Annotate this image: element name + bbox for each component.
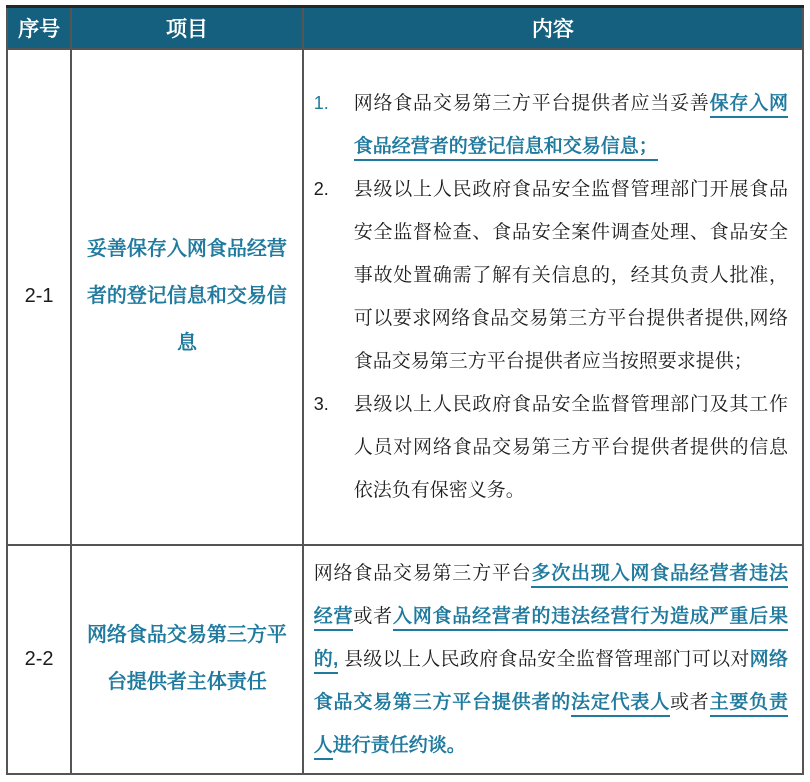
- list-item: [314, 383, 788, 512]
- header-content: 内容: [303, 7, 803, 49]
- table-row-2-2: [7, 545, 803, 774]
- list-item: [314, 168, 788, 383]
- text-run: 或者: [670, 691, 710, 713]
- text-run: 或者: [353, 605, 393, 627]
- list-item-number: 3.: [313, 393, 329, 414]
- text-run: 县级以上人民政府食品安全监督管理部门开展食品安全监督检查、食品安全案件调查处理、食品安全事故处置确需了解有关信息的，经其负责人批准，可以要求网络食品交易第三方平台提供者提供,网络食品交易第三方平台提供者应当按照要求提供；: [353, 178, 788, 372]
- item-title-2-2: 网络食品交易第三方平台提供者主体责任: [71, 545, 303, 774]
- text-run: 网络食品交易第三方平台提供者应当妥善: [353, 92, 710, 114]
- numbered-list: [314, 82, 788, 512]
- highlighted-underlined-text: 法定代表人: [571, 692, 670, 717]
- item-title-2-1: 妥善保存入网食品经营者的登记信息和交易信息: [71, 49, 303, 545]
- regulation-table: [6, 5, 804, 775]
- highlighted-underlined-text: 主要负责人: [314, 692, 788, 760]
- list-item-text: [354, 383, 788, 512]
- list-item-number: 2.: [313, 178, 329, 199]
- text-run: 网络食品交易第三方平台: [313, 562, 532, 584]
- content-cell-2-1: [303, 49, 803, 545]
- serial-number-2-1: 2-1: [7, 49, 71, 545]
- list-item-number: 1.: [313, 92, 329, 113]
- serial-number-2-2: 2-2: [7, 545, 71, 774]
- table-row-2-1: [7, 49, 803, 545]
- header-item: 项目: [71, 7, 303, 49]
- text-run: 网络食品交易第三方平台提供者的: [313, 648, 788, 713]
- content-paragraph: [314, 552, 788, 767]
- highlighted-underlined-text: 保存入网食品经营者的登记信息和交易信息；: [354, 93, 788, 161]
- list-item-text: [354, 168, 788, 383]
- text-run: 县级以上人民政府食品安全监督管理部门及其工作人员对网络食品交易第三方平台提供者提供的信息依法负有保密义务。: [353, 393, 788, 501]
- highlighted-underlined-text: 多次出现入网食品经营者违法经营: [314, 563, 788, 631]
- list-item-text: [354, 82, 788, 168]
- text-run: 县级以上人民政府食品安全监督管理部门可以对: [338, 648, 750, 670]
- highlighted-underlined-text: 入网食品经营者的违法经营行为造成严重后果的,: [314, 606, 788, 674]
- content-cell-2-2: [303, 545, 803, 774]
- list-item: [314, 82, 788, 168]
- table-header-row: [7, 7, 803, 49]
- text-run: 进行责任约谈。: [332, 734, 466, 756]
- header-serial-number: 序号: [7, 7, 71, 49]
